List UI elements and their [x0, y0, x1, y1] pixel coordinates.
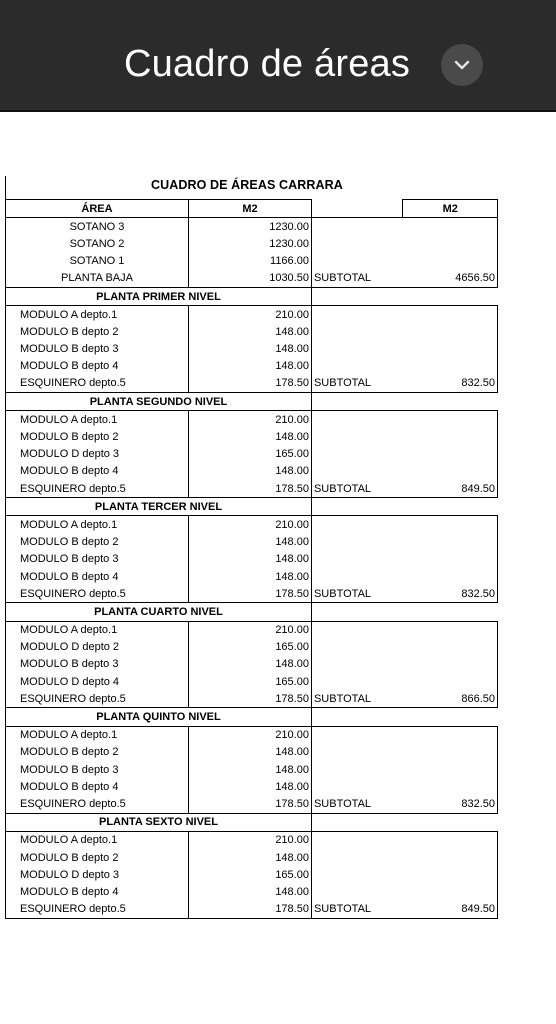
area-cell: PLANTA BAJA — [6, 270, 189, 288]
subtotal-spacer — [403, 778, 498, 795]
table-row — [6, 656, 498, 673]
level-spacer — [403, 498, 498, 516]
header-spacer — [311, 200, 402, 218]
subtotal-spacer — [311, 341, 402, 358]
table-row — [6, 516, 498, 534]
area-cell: ESQUINERO depto.5 — [6, 375, 189, 393]
sheet-left-border — [5, 176, 6, 200]
subtotal-spacer — [311, 534, 402, 551]
subtotal-spacer — [311, 761, 402, 778]
subtotal-spacer — [403, 883, 498, 900]
level-spacer — [403, 813, 498, 831]
area-cell: MODULO B depto 4 — [6, 358, 189, 375]
level-spacer — [311, 603, 402, 621]
area-cell: ESQUINERO depto.5 — [6, 901, 189, 919]
table-row — [6, 375, 498, 393]
m2-cell: 1230.00 — [188, 235, 311, 252]
subtotal-label: SUBTOTAL — [311, 375, 402, 393]
subtotal-value: 4656.50 — [403, 270, 498, 288]
level-title: PLANTA TERCER NIVEL — [6, 498, 312, 516]
table-row — [6, 253, 498, 270]
m2-cell: 210.00 — [188, 516, 311, 534]
area-cell: MODULO A depto.1 — [6, 621, 189, 639]
subtotal-label: SUBTOTAL — [311, 480, 402, 498]
area-cell: MODULO A depto.1 — [6, 831, 189, 849]
level-title: PLANTA SEXTO NIVEL — [6, 813, 312, 831]
subtotal-spacer — [311, 726, 402, 744]
m2-cell: 148.00 — [188, 656, 311, 673]
m2-cell: 1230.00 — [188, 218, 311, 236]
level-spacer — [311, 708, 402, 726]
subtotal-value: 832.50 — [403, 375, 498, 393]
area-cell: MODULO B depto 2 — [6, 534, 189, 551]
subtotal-spacer — [403, 218, 498, 236]
subtotal-spacer — [311, 235, 402, 252]
subtotal-label: SUBTOTAL — [311, 795, 402, 813]
area-cell: MODULO B depto 4 — [6, 568, 189, 585]
level-title: PLANTA QUINTO NIVEL — [6, 708, 312, 726]
area-cell: MODULO B depto 2 — [6, 849, 189, 866]
m2-cell: 148.00 — [188, 341, 311, 358]
m2-cell: 178.50 — [188, 795, 311, 813]
area-cell: MODULO A depto.1 — [6, 411, 189, 429]
subtotal-spacer — [403, 341, 498, 358]
subtotal-spacer — [403, 411, 498, 429]
table-row — [6, 411, 498, 429]
table-row — [6, 341, 498, 358]
subtotal-spacer — [311, 516, 402, 534]
level-header-row — [6, 498, 498, 516]
subtotal-spacer — [311, 831, 402, 849]
subtotal-spacer — [311, 306, 402, 324]
table-row — [6, 534, 498, 551]
table-row — [6, 428, 498, 445]
area-cell: SOTANO 3 — [6, 218, 189, 236]
table-row — [6, 235, 498, 252]
level-header-row — [6, 708, 498, 726]
area-cell: MODULO B depto 4 — [6, 463, 189, 480]
subtotal-spacer — [403, 726, 498, 744]
area-cell: MODULO D depto 3 — [6, 866, 189, 883]
level-title: PLANTA PRIMER NIVEL — [6, 287, 312, 305]
subtotal-spacer — [311, 778, 402, 795]
table-row — [6, 690, 498, 708]
table-row — [6, 218, 498, 236]
m2-cell: 148.00 — [188, 463, 311, 480]
subtotal-spacer — [403, 516, 498, 534]
subtotal-spacer — [403, 235, 498, 252]
column-header-m2-total: M2 — [403, 200, 498, 218]
subtotal-spacer — [311, 551, 402, 568]
subtotal-spacer — [403, 446, 498, 463]
area-cell: SOTANO 2 — [6, 235, 189, 252]
area-cell: ESQUINERO depto.5 — [6, 585, 189, 603]
table-row — [6, 463, 498, 480]
area-cell: MODULO D depto 3 — [6, 446, 189, 463]
subtotal-spacer — [403, 463, 498, 480]
area-cell: MODULO A depto.1 — [6, 306, 189, 324]
table-row — [6, 901, 498, 919]
subtotal-spacer — [311, 568, 402, 585]
table-row — [6, 621, 498, 639]
table-row — [6, 639, 498, 656]
subtotal-spacer — [311, 673, 402, 690]
subtotal-spacer — [403, 761, 498, 778]
m2-cell: 178.50 — [188, 585, 311, 603]
table-row — [6, 883, 498, 900]
subtotal-spacer — [403, 621, 498, 639]
subtotal-spacer — [403, 639, 498, 656]
areas-table — [5, 199, 498, 919]
subtotal-spacer — [311, 428, 402, 445]
table-row — [6, 866, 498, 883]
header-row — [6, 200, 498, 218]
area-cell: MODULO D depto 4 — [6, 673, 189, 690]
m2-cell: 148.00 — [188, 323, 311, 340]
subtotal-spacer — [311, 883, 402, 900]
subtotal-spacer — [311, 323, 402, 340]
m2-cell: 148.00 — [188, 568, 311, 585]
m2-cell: 148.00 — [188, 883, 311, 900]
area-cell: MODULO B depto 3 — [6, 341, 189, 358]
level-spacer — [311, 498, 402, 516]
areas-table-body — [6, 200, 498, 919]
m2-cell: 148.00 — [188, 761, 311, 778]
table-row — [6, 795, 498, 813]
table-row — [6, 761, 498, 778]
subtotal-spacer — [311, 744, 402, 761]
area-cell: ESQUINERO depto.5 — [6, 480, 189, 498]
level-spacer — [311, 287, 402, 305]
subtotal-value: 849.50 — [403, 480, 498, 498]
m2-cell: 148.00 — [188, 534, 311, 551]
subtotal-label: SUBTOTAL — [311, 690, 402, 708]
subtotal-spacer — [403, 306, 498, 324]
table-row — [6, 270, 498, 288]
m2-cell: 210.00 — [188, 726, 311, 744]
column-header-m2: M2 — [188, 200, 311, 218]
subtotal-spacer — [311, 849, 402, 866]
m2-cell: 148.00 — [188, 744, 311, 761]
m2-cell: 148.00 — [188, 778, 311, 795]
table-row — [6, 306, 498, 324]
m2-cell: 178.50 — [188, 375, 311, 393]
subtotal-spacer — [403, 656, 498, 673]
area-cell: MODULO B depto 4 — [6, 883, 189, 900]
subtotal-spacer — [403, 428, 498, 445]
subtotal-spacer — [403, 551, 498, 568]
area-cell: SOTANO 1 — [6, 253, 189, 270]
area-cell: ESQUINERO depto.5 — [6, 795, 189, 813]
subtotal-label: SUBTOTAL — [311, 270, 402, 288]
chevron-down-icon — [452, 55, 472, 75]
m2-cell: 210.00 — [188, 306, 311, 324]
page-title: Cuadro de áreas — [124, 43, 411, 85]
area-cell: MODULO B depto 3 — [6, 656, 189, 673]
m2-cell: 165.00 — [188, 673, 311, 690]
level-header-row — [6, 603, 498, 621]
level-title: PLANTA SEGUNDO NIVEL — [6, 393, 312, 411]
level-header-row — [6, 393, 498, 411]
sheet-title: CUADRO DE ÁREAS CARRARA — [151, 178, 343, 192]
level-spacer — [403, 393, 498, 411]
table-row — [6, 744, 498, 761]
m2-cell: 165.00 — [188, 639, 311, 656]
subtotal-value: 832.50 — [403, 585, 498, 603]
column-header-area: ÁREA — [6, 200, 189, 218]
level-header-row — [6, 813, 498, 831]
table-row — [6, 585, 498, 603]
subtotal-spacer — [403, 534, 498, 551]
table-row — [6, 726, 498, 744]
level-spacer — [311, 813, 402, 831]
area-cell: MODULO B depto 4 — [6, 778, 189, 795]
subtotal-spacer — [403, 568, 498, 585]
subtotal-spacer — [311, 358, 402, 375]
subtotal-spacer — [311, 446, 402, 463]
dropdown-toggle-button[interactable] — [441, 44, 483, 86]
m2-cell: 148.00 — [188, 428, 311, 445]
top-bar — [0, 0, 556, 112]
level-spacer — [311, 393, 402, 411]
table-row — [6, 358, 498, 375]
table-row — [6, 551, 498, 568]
subtotal-label: SUBTOTAL — [311, 585, 402, 603]
area-cell: MODULO D depto 2 — [6, 639, 189, 656]
subtotal-label: SUBTOTAL — [311, 901, 402, 919]
subtotal-spacer — [403, 831, 498, 849]
area-cell: ESQUINERO depto.5 — [6, 690, 189, 708]
m2-cell: 178.50 — [188, 690, 311, 708]
m2-cell: 165.00 — [188, 446, 311, 463]
subtotal-spacer — [403, 253, 498, 270]
subtotal-value: 849.50 — [403, 901, 498, 919]
subtotal-spacer — [311, 639, 402, 656]
level-spacer — [403, 287, 498, 305]
m2-cell: 165.00 — [188, 866, 311, 883]
subtotal-spacer — [311, 463, 402, 480]
table-row — [6, 831, 498, 849]
subtotal-spacer — [403, 849, 498, 866]
subtotal-spacer — [311, 253, 402, 270]
table-row — [6, 778, 498, 795]
table-row — [6, 849, 498, 866]
subtotal-spacer — [311, 866, 402, 883]
area-cell: MODULO A depto.1 — [6, 516, 189, 534]
m2-cell: 148.00 — [188, 551, 311, 568]
level-title: PLANTA CUARTO NIVEL — [6, 603, 312, 621]
m2-cell: 1166.00 — [188, 253, 311, 270]
subtotal-spacer — [311, 621, 402, 639]
subtotal-value: 866.50 — [403, 690, 498, 708]
m2-cell: 210.00 — [188, 411, 311, 429]
subtotal-value: 832.50 — [403, 795, 498, 813]
table-row — [6, 446, 498, 463]
m2-cell: 210.00 — [188, 621, 311, 639]
subtotal-spacer — [403, 744, 498, 761]
table-row — [6, 480, 498, 498]
area-cell: MODULO A depto.1 — [6, 726, 189, 744]
subtotal-spacer — [403, 358, 498, 375]
level-header-row — [6, 287, 498, 305]
area-cell: MODULO B depto 3 — [6, 761, 189, 778]
area-cell: MODULO B depto 2 — [6, 323, 189, 340]
subtotal-spacer — [403, 323, 498, 340]
m2-cell: 148.00 — [188, 849, 311, 866]
table-row — [6, 568, 498, 585]
area-cell: MODULO B depto 2 — [6, 428, 189, 445]
subtotal-spacer — [311, 218, 402, 236]
m2-cell: 210.00 — [188, 831, 311, 849]
level-spacer — [403, 708, 498, 726]
level-spacer — [403, 603, 498, 621]
subtotal-spacer — [403, 866, 498, 883]
m2-cell: 178.50 — [188, 480, 311, 498]
m2-cell: 1030.50 — [188, 270, 311, 288]
m2-cell: 148.00 — [188, 358, 311, 375]
area-cell: MODULO B depto 3 — [6, 551, 189, 568]
table-row — [6, 323, 498, 340]
area-cell: MODULO B depto 2 — [6, 744, 189, 761]
subtotal-spacer — [403, 673, 498, 690]
m2-cell: 178.50 — [188, 901, 311, 919]
table-row — [6, 673, 498, 690]
subtotal-spacer — [311, 656, 402, 673]
subtotal-spacer — [311, 411, 402, 429]
